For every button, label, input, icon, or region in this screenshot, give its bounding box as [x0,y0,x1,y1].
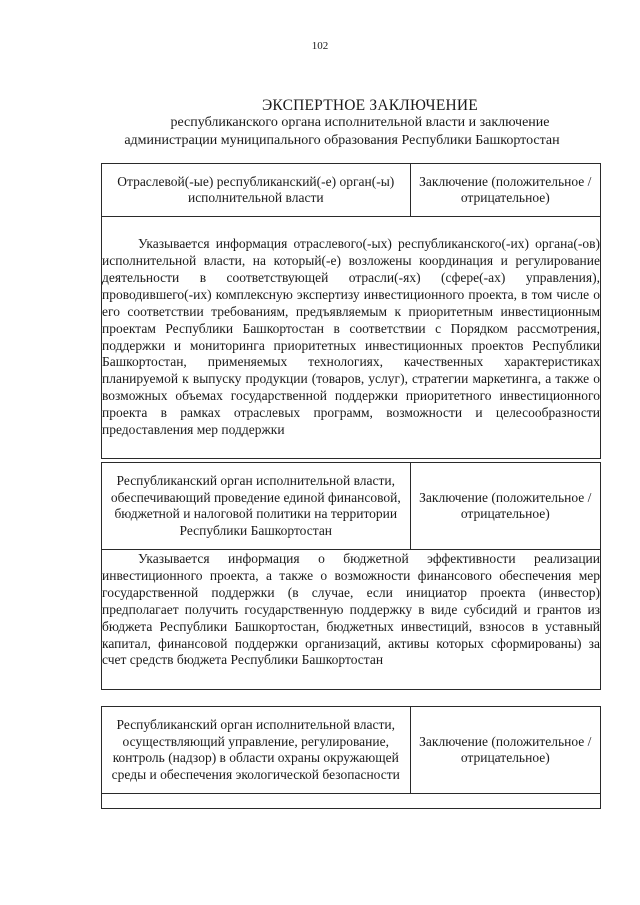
expert-block-industry [101,163,601,459]
document-subtitle-line-2: администрации муниципального образования Республики Башкортостан [124,133,560,148]
page-number: 102 [311,40,329,52]
header-right-cell: Заключение (положительное / отрицательное) [410,164,600,217]
block-header-row [102,164,601,217]
block-empty-cell [102,794,601,809]
block-text-cell [102,550,601,690]
block-header-row [102,463,601,550]
header-right-cell: Заключение (положительное / отрицательное) [410,463,600,550]
header-left-cell: Республиканский орган исполнительной власти, обеспечивающий проведение единой финансовой, бюджетной и налоговой политики на территории Республики Башкортостан [102,463,411,550]
block-text: Указывается информация отраслевого(-ых) республиканского(-их) органа(-ов) исполнительной власти, на который(-е) возложены координация и регулирование деятельности в соответствующей отрасли(-ях) (сфере(-ах) управления), проводившего(-их) комплексную экспертизу инвестиционного проекта, в том числе о его соответствии требованиям, предъявляемым к приоритетным инвестиционным проектам Республики Башкортостан в соответствии с Порядком рассмотрения, поддержки и мониторинга приоритетных инвестиционных проектов Республики Башкортостан, применяемых технологиях, качественных характеристиках планируемой к выпуску продукции (товаров, услуг), стратегии маркетинга, а также о возможных объемах государственной поддержки приоритетного инвестиционного проекта в рамках отраслевых программ, возможности и целесообразности предоставления мер поддержки [102,236,600,438]
header-right-cell: Заключение (положительное / отрицательное) [410,707,600,794]
block-text-row [102,550,601,690]
block-text-row [102,217,601,459]
header-left-cell: Республиканский орган исполнительной власти, осуществляющий управление, регулирование, контроль (надзор) в области охраны окружающей среды и обеспечения экологической безопасности [102,707,411,794]
document-title: ЭКСПЕРТНОЕ ЗАКЛЮЧЕНИЕ [262,97,478,114]
block-empty-row [102,794,601,809]
expert-block-finance [101,462,601,690]
block-text-cell [102,217,601,459]
document-subtitle-line-1: республиканского органа исполнительной власти и заключение [170,115,550,130]
header-left-cell: Отраслевой(-ые) республиканский(-е) орган(-ы) исполнительной власти [102,164,411,217]
block-text: Указывается информация о бюджетной эффективности реализации инвестиционного проекта, а также о возможности финансового обеспечения мер государственной поддержки (в случае, если инициатор проекта (инвестор) предполагает получить государственную поддержку в виде субсидий и грантов из бюджета Республики Башкортостан, бюджетных инвестиций, взносов в уставный капитал, финансовой поддержки организаций, активы которых сформированы) за счет средств бюджета Республики Башкортостан [102,551,600,668]
block-header-row [102,707,601,794]
expert-block-ecology [101,706,601,809]
